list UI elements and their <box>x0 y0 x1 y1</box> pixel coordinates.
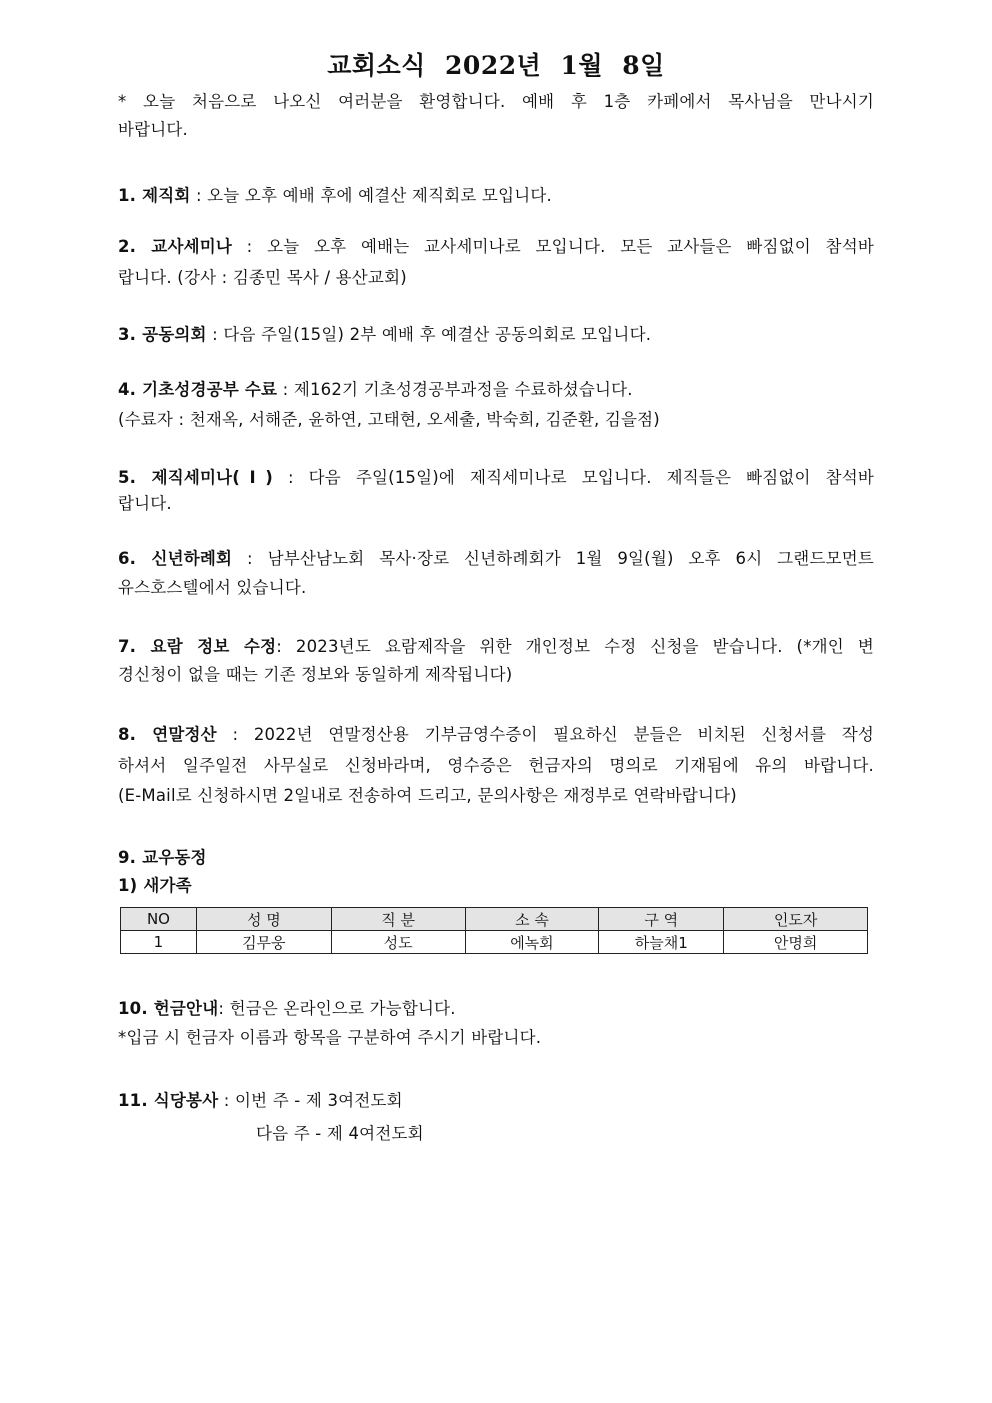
item-11-line-2: 다음 주 - 제 4여전도회 <box>256 1124 424 1143</box>
item-6 <box>118 549 874 569</box>
item-1-text: 오늘 오후 예배 후에 예결산 제직회로 모입니다. <box>207 186 552 205</box>
item-11-sep: : <box>218 1091 235 1110</box>
table-cell: 1 <box>121 931 197 954</box>
table-cell: 김무웅 <box>196 931 331 954</box>
table-cell: 에녹회 <box>465 931 599 954</box>
item-5-heading: 5. 제직세미나(Ⅰ) <box>118 468 274 487</box>
table-row <box>121 931 868 954</box>
item-3 <box>118 325 874 345</box>
item-11-text: 이번 주 - 제 3여전도회 <box>235 1091 403 1110</box>
item-3-heading: 3. 공동의회 <box>118 325 207 344</box>
item-7-sep: : <box>276 637 296 656</box>
item-5-text: 다음 주일(15일)에 제직세미나로 모입니다. 제직들은 빠짐없이 참석바 <box>308 468 874 487</box>
item-8-sep: : <box>216 725 254 744</box>
item-4-line-2: (수료자 : 천재옥, 서해준, 윤하연, 고태현, 오세출, 박숙희, 김준환, 김을점) <box>118 410 660 429</box>
item-9-subheading: 1) 새가족 <box>118 876 192 895</box>
item-6-sep: : <box>232 549 268 568</box>
table-header-cell: 직 분 <box>331 908 465 931</box>
item-2-heading: 2. 교사세미나 <box>118 237 233 256</box>
table-cell: 하늘채1 <box>599 931 724 954</box>
item-4-text: 제162기 기초성경공부과정을 수료하셨습니다. <box>293 380 633 399</box>
item-7-line-2: 경신청이 없을 때는 기존 정보와 동일하게 제작됩니다) <box>118 665 513 684</box>
item-4-heading: 4. 기초성경공부 수료 <box>118 380 278 399</box>
item-8 <box>118 725 874 745</box>
table-header-row <box>121 908 868 931</box>
table-header-cell: 구 역 <box>599 908 724 931</box>
table-header-cell: 인도자 <box>724 908 868 931</box>
item-6-text: 남부산남노회 목사·장로 신년하례회가 1월 9일(월) 오후 6시 그랜드모먼트 <box>267 549 874 568</box>
intro-line-2: 바랍니다. <box>118 120 189 139</box>
item-2-sep: : <box>232 237 268 256</box>
item-3-text: 다음 주일(15일) 2부 예배 후 예결산 공동의회로 모입니다. <box>223 325 652 344</box>
item-2 <box>118 237 874 257</box>
table-cell: 성도 <box>331 931 465 954</box>
item-6-heading: 6. 신년하례회 <box>118 549 233 568</box>
item-11 <box>118 1091 874 1111</box>
table-header-cell: NO <box>121 908 197 931</box>
item-2-text: 오늘 오후 예배는 교사세미나로 모입니다. 모든 교사들은 빠짐없이 참석바 <box>267 237 874 256</box>
item-8-line-3: (E-Mail로 신청하시면 2일내로 전송하여 드리고, 문의사항은 재정부로 연락바랍니다) <box>118 786 737 805</box>
item-8-text: 2022년 연말정산용 기부금영수증이 필요하신 분들은 비치된 신청서를 작성 <box>253 725 874 744</box>
item-4-sep: : <box>277 380 294 399</box>
item-2-line-2: 랍니다. (강사 : 김종민 목사 / 용산교회) <box>118 268 407 287</box>
item-4 <box>118 380 874 400</box>
item-6-line-2: 유스호스텔에서 있습니다. <box>118 578 307 597</box>
item-5 <box>118 468 874 488</box>
item-11-heading: 11. 식당봉사 <box>118 1091 219 1110</box>
intro-line-1: * 오늘 처음으로 나오신 여러분을 환영합니다. 예배 후 1층 카페에서 목사님을 만나시기 <box>118 92 874 111</box>
item-10-heading: 10. 헌금안내 <box>118 999 219 1018</box>
item-10-line-2: *입금 시 헌금자 이름과 항목을 구분하여 주시기 바랍니다. <box>118 1028 542 1047</box>
item-10-sep: : <box>218 999 230 1018</box>
item-8-heading: 8. 연말정산 <box>118 725 217 744</box>
table-cell: 안명희 <box>724 931 868 954</box>
table-header-cell: 성 명 <box>196 908 331 931</box>
item-1 <box>118 186 874 206</box>
new-family-table <box>120 907 868 954</box>
item-1-heading: 1. 제직회 <box>118 186 191 205</box>
item-3-sep: : <box>206 325 224 344</box>
table-header-cell: 소 속 <box>465 908 599 931</box>
item-7-text: 2023년도 요람제작을 위한 개인정보 수정 신청을 받습니다. (*개인 변 <box>295 637 874 656</box>
page-title: 교회소식 2022년 1월 8일 <box>327 51 665 80</box>
item-8-line-2: 하셔서 일주일전 사무실로 신청바라며, 영수증은 헌금자의 명의로 기재됨에 유의 바랍니다. <box>118 756 874 775</box>
item-1-sep: : <box>190 186 208 205</box>
item-7-heading: 7. 요람 정보 수정 <box>118 637 277 656</box>
item-5-line-2: 랍니다. <box>118 494 172 513</box>
item-10 <box>118 999 874 1019</box>
item-10-text: 헌금은 온라인으로 가능합니다. <box>229 999 456 1018</box>
item-9-heading: 9. 교우동정 <box>118 848 207 867</box>
item-7 <box>118 637 874 657</box>
item-5-sep: : <box>273 468 309 487</box>
